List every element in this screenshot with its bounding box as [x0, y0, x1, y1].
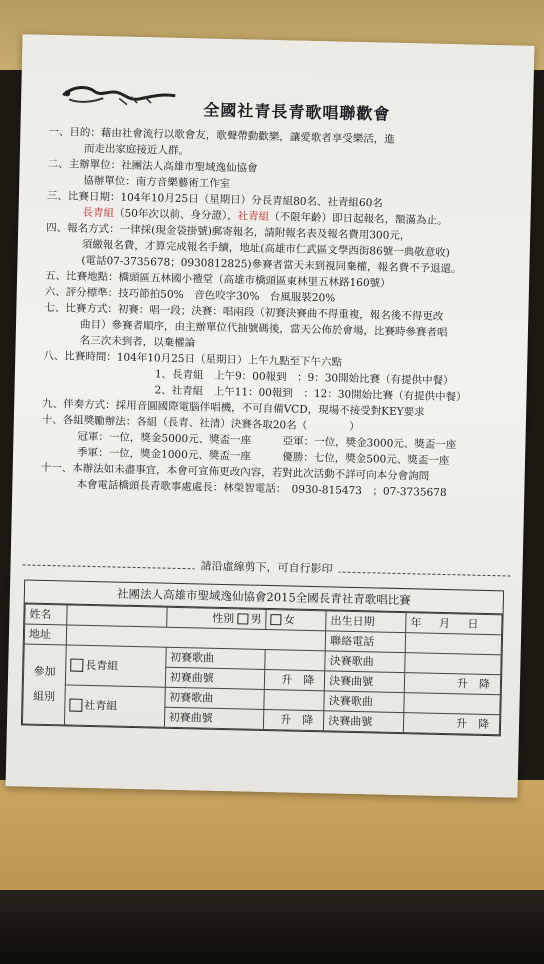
- female-checkbox[interactable]: [271, 614, 282, 625]
- form-table: [22, 603, 503, 735]
- text-line: 1、長青組 上午9：00報到 ：9：30開始比賽（有提供中餐）: [154, 368, 454, 388]
- prelim-song-label: 初賽歌曲: [164, 687, 264, 709]
- text-line: 2、社青組 上午11：00報到 ：12：30開始比賽（有提供中餐）: [154, 384, 467, 404]
- prelim-key-field[interactable]: 升 降: [264, 709, 324, 730]
- text-line: 而走出家庭接近人群。: [83, 142, 190, 158]
- elder-group-label: 長青組: [82, 206, 115, 220]
- final-song-label: 決賽歌曲: [325, 651, 405, 673]
- prelim-key-field[interactable]: 升 降: [265, 669, 325, 690]
- text-segment: （50年次以前、身分證），: [113, 207, 238, 223]
- text-line: 七、比賽方式：初賽：唱一段；決賽：唱兩段（初賽決賽曲不得重複，報名後不得更改: [44, 301, 444, 323]
- final-song-field[interactable]: [404, 693, 500, 715]
- gender-cell-female: 女: [266, 609, 326, 630]
- gender-cell: 性別 男: [166, 607, 266, 629]
- floor-background: [0, 890, 544, 964]
- prelim-song-field[interactable]: [265, 649, 325, 670]
- text-line: 十、各組獎勵辦法：各組（長青、社清）決賽各取20名（ ）: [41, 413, 360, 434]
- final-key-field[interactable]: 升 降: [403, 713, 499, 735]
- prelim-song-label: 初賽歌曲: [165, 647, 265, 669]
- male-checkbox[interactable]: [238, 613, 249, 624]
- contact-label: 聯絡電話: [325, 631, 405, 653]
- text-line: 季軍：一位，獎金1000元、獎盃一座 優勝：七位，獎金500元、獎盃一座: [76, 446, 450, 468]
- youth-group-option[interactable]: 社青組: [64, 685, 165, 727]
- final-key-label: 決賽曲號: [324, 711, 404, 733]
- text-line: 六、評分標準：技巧節拍50% 音色咬字30% 台風服裝20%: [44, 285, 336, 305]
- final-key-label: 決賽曲號: [325, 671, 405, 693]
- join-group-label: 參加 組別: [22, 644, 66, 725]
- text-line: 二、主辦單位：社團法人高雄市聖域逸仙協會: [47, 157, 258, 175]
- name-label: 姓名: [25, 604, 67, 625]
- contact-field[interactable]: [405, 633, 501, 655]
- prelim-key-label: 初賽曲號: [165, 667, 265, 689]
- youth-checkbox[interactable]: [69, 699, 82, 712]
- text-line: 九、伴奏方式：採用音圓國際電腦伴唱機，不可自備VCD，現場不接受對KEY要求: [42, 397, 425, 419]
- text-line: 冠軍：一位，獎金5000元、獎盃一座 亞軍：一位，獎金3000元、獎盃一座: [77, 430, 457, 452]
- elder-checkbox[interactable]: [70, 659, 83, 672]
- dob-label: 出生日期: [326, 611, 406, 633]
- elder-group-option[interactable]: 長青組: [65, 645, 166, 687]
- youth-group-label: 社青組: [237, 210, 270, 223]
- name-field[interactable]: [67, 605, 167, 627]
- page-title: 全國社青長青歌唱聯歡會: [203, 100, 391, 124]
- flyer-paper: [6, 34, 535, 797]
- final-key-field[interactable]: 升 降: [404, 673, 500, 695]
- registration-form: [21, 579, 504, 736]
- text-segment: （不限年齡）即日起報名，額滿為止。: [269, 210, 448, 227]
- final-song-label: 決賽歌曲: [324, 691, 404, 713]
- text-line: 十一、本辦法如未盡事宜，本會可宣佈更改內容，若對此次活動不詳可向本分會詢問: [40, 461, 430, 483]
- text-line: 一、目的：藉由社會流行以歌會友，歌聲帶動歡樂，讓愛歌者享受樂活，進: [48, 125, 395, 146]
- text-line: 曲目）參賽者順序，由主辦單位代抽號碼後，當天公佈於會場，比賽時參賽者唱: [79, 318, 448, 340]
- prelim-key-label: 初賽曲號: [164, 707, 264, 729]
- cut-instruction: 請沿虛線剪下，可自行影印: [10, 554, 522, 582]
- rules-body: [40, 125, 514, 503]
- text-line: 四、報名方式：一律採(現金袋掛號)郵寄報名，請附報名表及報名費用300元，: [46, 221, 411, 243]
- prelim-song-field[interactable]: [264, 689, 324, 710]
- dob-field[interactable]: 年 月 日: [406, 613, 502, 635]
- text-line: 名三次未到者，以棄權論: [79, 334, 196, 350]
- text-line: 三、比賽日期：104年10月25日（星期日）分長青組80名、社青組60名: [46, 189, 383, 210]
- text-line: 協辦單位：南方音樂藝術工作室: [83, 174, 231, 191]
- final-song-field[interactable]: [405, 653, 501, 675]
- text-line: 本會電話橋頭長青歌事處處長：林榮智電話： 0930-815473 ；07-3735678: [76, 478, 447, 500]
- text-line: 須繳報名費，才算完成報名手續，地址(高雄市仁武區文學西街86號一典敬意收): [81, 238, 450, 260]
- form-title: 社團法人高雄市聖域逸仙協會2015全國長青社青歌唱比賽: [25, 580, 503, 614]
- text-line: (電話07-3735678；0930812825)參賽者當天未到視同棄權，報名費不予退還。: [81, 254, 462, 276]
- address-label: 地址: [24, 624, 66, 645]
- text-line: 五、比賽地點：橋頭區五林國小禮堂（高雄市橋頭區東林里五林路160號）: [44, 269, 391, 290]
- text-line: 八、比賽時間：104年10月25日（星期日）上午九點至下午六點: [43, 349, 343, 369]
